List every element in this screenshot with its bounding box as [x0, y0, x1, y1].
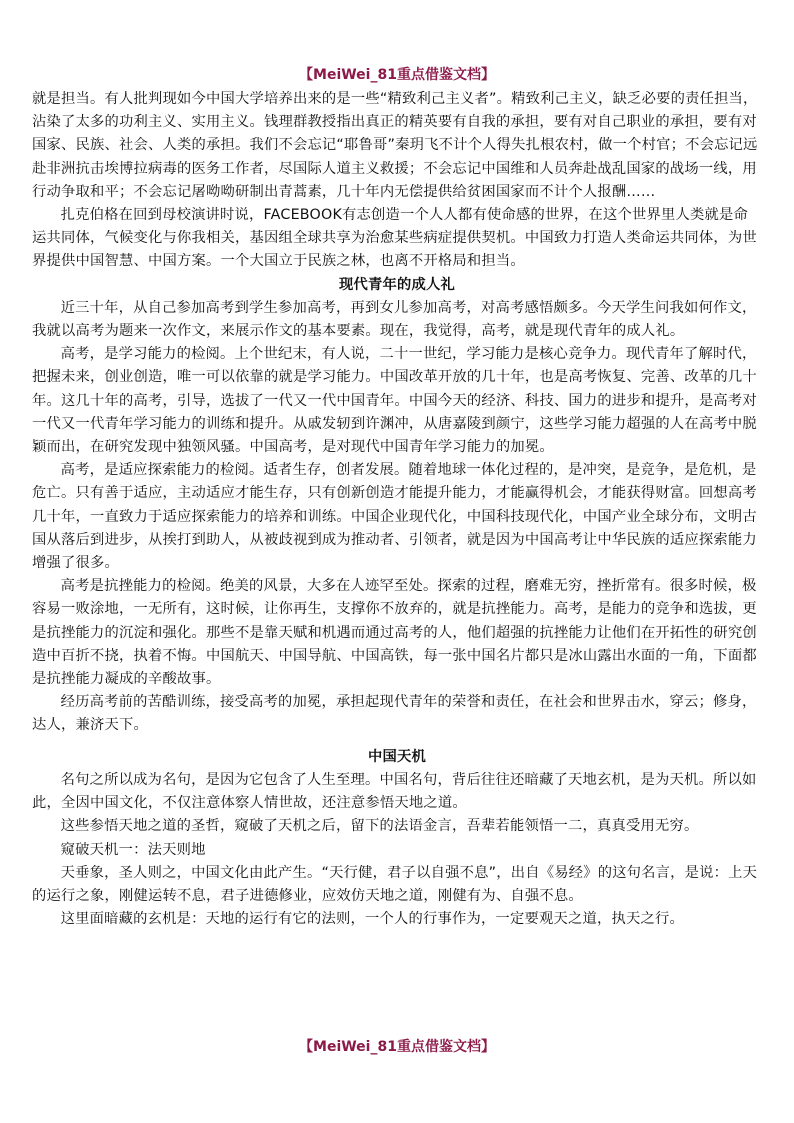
page-header: 【MeiWei_81重点借鉴文档】	[299, 67, 495, 83]
paragraph: 这里面暗藏的玄机是：天地的运行有它的法则，一个人的行事作为，一定要观天之道，执天之行。	[60, 911, 684, 928]
section-heading: 中国天机	[368, 748, 426, 765]
paragraph: 高考，是学习能力的检阅。上个世纪末，有人说，二十一世纪，学习能力是核心竞争力。现代青年了解时代，把握未来，创业创造，唯一可以依靠的就是学习能力。中国改革开放的几十年，也是高考恢复、完善、改革的几十年。这几十年的高考，引导，选拔了一代又一代中国青年。中国今天的经济、科技、国力的进步和提升，是高考对一代又一代青年学习能力的训练和提升。从戚发轫到许渊冲，从唐嘉陵到颜宁，这些学习能力超强的人在高考中脱颖而出，在研究发现中独领风骚。中国高考，是对现代中国青年学习能力的加冕。	[32, 346, 757, 456]
paragraph: 窥破天机一：法天则地	[60, 841, 206, 858]
document-body	[32, 88, 762, 931]
paragraph: 高考是抗挫能力的检阅。绝美的风景，大多在人迹罕至处。探索的过程，磨难无穷，挫折常有。很多时候，极容易一败涂地，一无所有，这时候，让你再生，支撑你不放弃的，就是抗挫能力。高考，是能力的竞争和选拔，更是抗挫能力的沉淀和强化。那些不是靠天赋和机遇而通过高考的人，他们超强的抗挫能力让他们在开拓性的研究创造中百折不挠，执着不悔。中国航天、中国导航、中国高铁，每一张中国名片都只是冰山露出水面的一角，下面都是抗挫能力凝成的辛酸故事。	[32, 578, 757, 688]
paragraph: 扎克伯格在回到母校演讲时说，FACEBOOK有志创造一个人人都有使命感的世界，在这个世界里人类就是命运共同体，气候变化与你我相关，基因组全球共享为治愈某些病症提供契机。中国致力打造人类命运共同体，为世界提供中国智慧、中国方案。一个大国立于民族之林，也离不开格局和担当。	[32, 207, 757, 270]
paragraph: 近三十年，从自己参加高考到学生参加高考，再到女儿参加高考，对高考感悟颇多。今天学生问我如何作文，我就以高考为题来一次作文，来展示作文的基本要素。现在，我觉得，高考，就是现代青年的成人礼。	[32, 299, 757, 340]
paragraph: 名句之所以成为名句，是因为它包含了人生至理。中国名句，背后往往还暗藏了天地玄机，是为天机。所以如此，全因中国文化，不仅注意体察人情世故，还注意参悟天地之道。	[32, 771, 757, 812]
paragraph: 这些参悟天地之道的圣哲，窥破了天机之后，留下的法语金言，吾辈若能领悟一二，真真受用无穷。	[60, 818, 699, 835]
paragraph: 经历高考前的苦酷训练，接受高考的加冕，承担起现代青年的荣誉和责任，在社会和世界击水，穿云；修身，达人，兼济天下。	[32, 694, 757, 734]
section-heading: 现代青年的成人礼	[339, 276, 455, 293]
paragraph: 天垂象，圣人则之，中国文化由此产生。“天行健，君子以自强不息”，出自《易经》的这句名言，是说：上天的运行之象，刚健运转不息，君子进德修业，应效仿天地之道，刚健有为、自强不息。	[32, 864, 758, 904]
paragraph: 高考，是适应探索能力的检阅。适者生存，创者发展。随着地球一体化过程的，是冲突，是竞争，是危机，是危亡。只有善于适应，主动适应才能生存，只有创新创造才能提升能力，才能赢得机会，才能获得财富。回想高考几十年，一直致力于适应探索能力的培养和训练。中国企业现代化，中国科技现代化，中国产业全球分布，文明古国从落后到进步，从挨打到助人，从被歧视到成为推动者、引领者，就是因为中国高考让中华民族的适应探索能力增强了很多。	[32, 462, 757, 572]
paragraph: 就是担当。有人批判现如今中国大学培养出来的是一些“精致利己主义者”。精致利己主义，缺乏必要的责任担当，沾染了太多的功利主义、实用主义。钱理群教授指出真正的精英要有自我的承担，要有对自己职业的承担，要有对国家、民族、社会、人类的承担。我们不会忘记“耶鲁哥”秦玥飞不计个人得失扎根农村，做一个村官；不会忘记远赴非洲抗击埃博拉病毒的医务工作者，尽国际人道主义救援；不会忘记中国维和人员奔赴战乱国家的战场一线，用行动争取和平；不会忘记屠呦呦研制出青蒿素，几十年内无偿提供给贫困国家而不计个人报酬……	[32, 91, 758, 200]
page-footer: 【MeiWei_81重点借鉴文档】	[299, 1039, 495, 1055]
